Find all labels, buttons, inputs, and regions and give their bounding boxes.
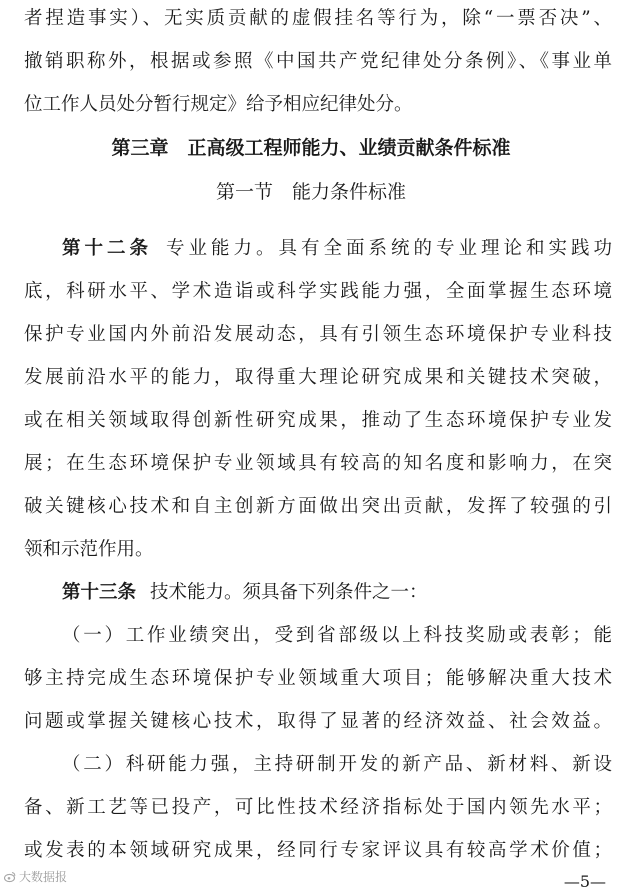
paragraph-line: 者捏造事实）、无实质贡献的虚假挂名等行为，除“一票否决”、 [24,8,612,29]
watermark-text: 大数据报 [19,870,68,884]
section-title: 第一节 能力条件标准 [215,181,406,203]
article-12-label: 第十二条 [62,238,152,259]
paragraph-line: 或发表的本领域研究成果，经同行专家评议具有较高学术价值； [24,840,612,861]
paragraph-line: 备、新工艺等已投产，可比性技术经济指标处于国内领先水平； [24,797,612,818]
article-13-text: 技术能力。须具备下列条件之一： [150,582,428,603]
paragraph-line: 问题或掌握关键核心技术，取得了显著的经济效益、社会效益。 [24,711,612,732]
article-13-label: 第十三条 [62,582,137,603]
paragraph-line: 展；在生态环境保护专业领域具有较高的知名度和影响力，在突 [24,453,612,474]
paragraph-line: 位工作人员处分暂行规定》给予相应纪律处分。 [24,94,413,115]
chapter-title: 第三章 正高级工程师能力、业绩贡献条件标准 [111,137,511,159]
paragraph-line: 底，科研水平、学术造诣或科学实践能力强，全面掌握生态环境 [24,281,612,302]
item-1-first-line: （一）工作业绩突出，受到省部级以上科技奖励或表彰；能 [62,625,612,646]
article-12-first-line [62,234,612,264]
page-number: —5— [563,872,606,891]
paragraph-line: 领和示范作用。 [24,539,154,560]
article-12-text: 专业能力。具有全面系统的专业理论和实践功 [166,238,612,259]
paragraph-line: 或在相关领域取得创新性研究成果，推动了生态环境保护专业发 [24,410,612,431]
weibo-logo-icon [4,871,16,883]
item-2-first-line: （二）科研能力强，主持研制开发的新产品、新材料、新设 [62,754,612,775]
paragraph-line: 发展前沿水平的能力，取得重大理论研究成果和关键技术突破， [24,367,612,388]
watermark [4,868,67,885]
paragraph-line: 够主持完成生态环境保护专业领域重大项目；能够解决重大技术 [24,668,612,689]
paragraph-line: 破关键核心技术和自主创新方面做出突出贡献，发挥了较强的引 [24,496,612,517]
paragraph-line: 撤销职称外，根据或参照《中国共产党纪律处分条例》、《事业单 [24,51,612,72]
article-13-first-line [62,578,612,608]
paragraph-line: 保护专业国内外前沿发展动态，具有引领生态环境保护专业科技 [24,324,612,345]
